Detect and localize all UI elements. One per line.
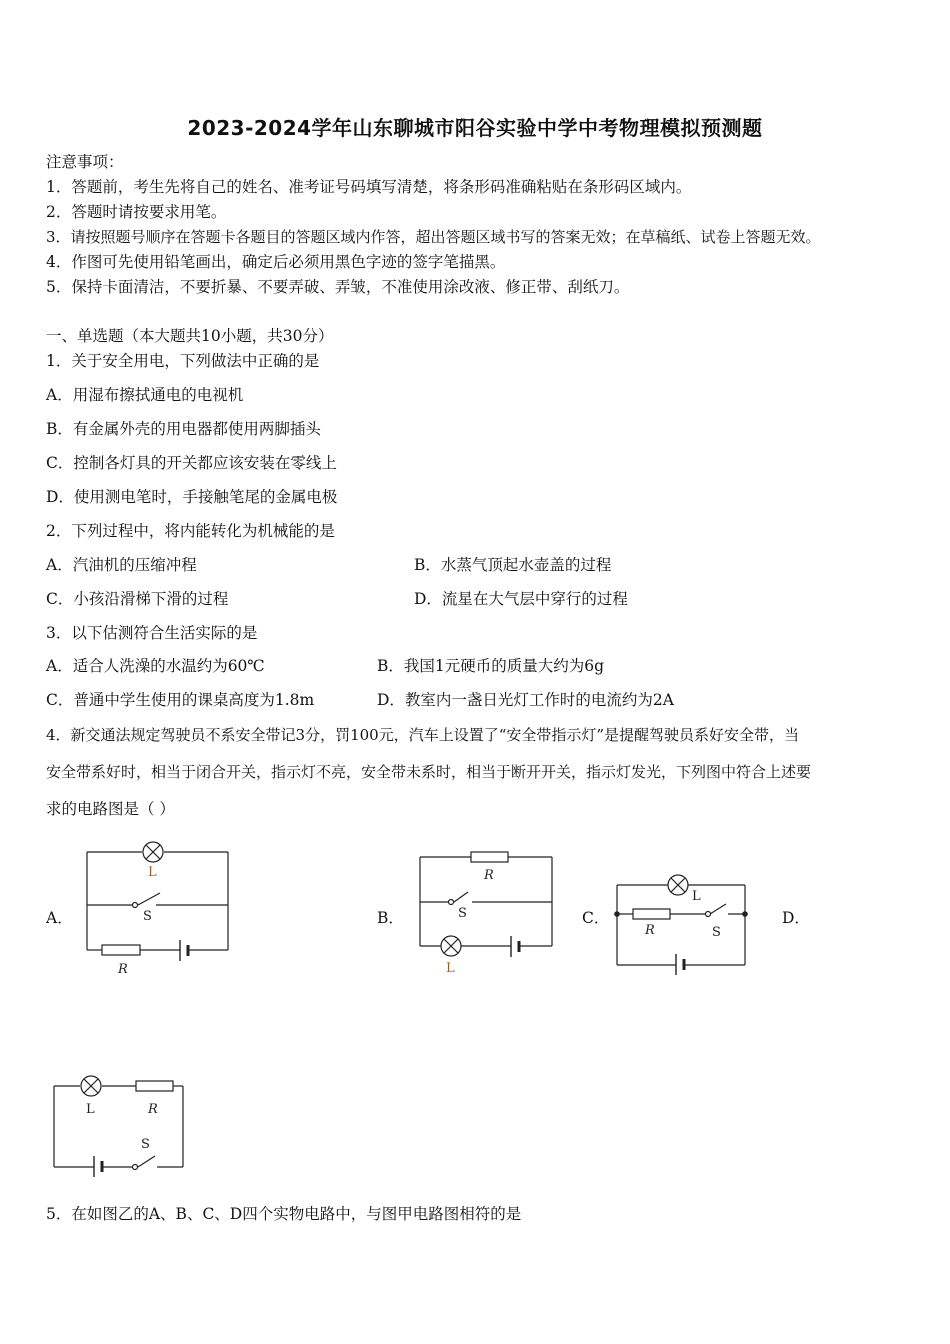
option-c: C．小孩沿滑梯下滑的过程	[46, 590, 229, 608]
label-S: S	[458, 906, 467, 921]
label-L: L	[692, 889, 701, 904]
label-R: R	[118, 962, 128, 977]
section-heading: 一、单选题（本大题共10小题，共30分）	[46, 327, 334, 345]
option-d: D．使用测电笔时，手接触笔尾的金属电极	[46, 488, 338, 506]
notice-item: 1．答题前，考生先将自己的姓名、准考证号码填写清楚，将条形码准确粘贴在条形码区域内。	[46, 178, 692, 196]
option-a: A．适合人洗澡的水温约为60℃	[46, 657, 265, 675]
label-R: R	[484, 868, 494, 883]
label-S: S	[712, 925, 721, 940]
switch-icon	[133, 1165, 138, 1170]
option-a: A．用湿布擦拭通电的电视机	[46, 386, 244, 404]
question-stem: 3．以下估测符合生活实际的是	[46, 624, 258, 642]
question-stem: 4．新交通法规定驾驶员不系安全带记3分，罚100元，汽车上设置了“安全带指示灯”是提醒驾驶员系好安全带，当	[46, 726, 800, 744]
option-b: B．我国1元硬币的质量大约为6g	[377, 657, 605, 675]
notice-item: 2．答题时请按要求用笔。	[46, 203, 227, 221]
notice-item: 4．作图可先使用铅笔画出，确定后必须用黑色字迹的签字笔描黑。	[46, 253, 506, 271]
question-stem: 1．关于安全用电，下列做法中正确的是	[46, 352, 320, 370]
option-b: B．水蒸气顶起水壶盖的过程	[414, 556, 612, 574]
label-L: L	[446, 961, 455, 976]
page-title: 2023-2024学年山东聊城市阳谷实验中学中考物理模拟预测题	[187, 116, 763, 140]
option-c: C．控制各灯具的开关都应该安装在零线上	[46, 454, 337, 472]
question-stem: 安全带系好时，相当于闭合开关，指示灯不亮，安全带未系时，相当于断开开关，指示灯发光，下列图中符合上述要	[46, 763, 812, 781]
label-R: R	[148, 1102, 158, 1117]
option-a: A．汽油机的压缩冲程	[46, 556, 197, 574]
question-stem: 5．在如图乙的A、B、C、D四个实物电路中，与图甲电路图相符的是	[46, 1205, 522, 1223]
option-b-label: B．	[377, 909, 404, 927]
battery-icon	[94, 1156, 102, 1177]
option-d: D．流星在大气层中穿行的过程	[414, 590, 628, 608]
option-c-label: C．	[582, 909, 610, 927]
notice-item: 3．请按照题号顺序在答题卡各题目的答题区域内作答，超出答题区域书写的答案无效；在草稿纸、试卷上答题无效。	[46, 228, 821, 246]
label-R: R	[645, 923, 655, 938]
question-stem: 求的电路图是（ ）	[46, 800, 175, 818]
option-d: D．教室内一盏日光灯工作时的电流约为2A	[377, 691, 674, 709]
option-a-label: A．	[46, 909, 73, 927]
resistor-icon	[136, 1081, 173, 1091]
question-stem: 2．下列过程中，将内能转化为机械能的是	[46, 522, 335, 540]
notice-item: 5．保持卡面清洁，不要折暴、不要弄破、弄皱，不准使用涂改液、修正带、刮纸刀。	[46, 278, 630, 296]
lamp-icon	[81, 1076, 101, 1096]
option-b: B．有金属外壳的用电器都使用两脚插头	[46, 420, 321, 438]
notice-heading: 注意事项：	[46, 153, 124, 171]
label-S: S	[143, 909, 152, 924]
label-S: S	[141, 1137, 150, 1152]
option-c: C．普通中学生使用的课桌高度为1.8m	[46, 691, 315, 709]
option-d-label: D．	[782, 909, 810, 927]
label-L: L	[86, 1102, 95, 1117]
label-L: L	[148, 865, 157, 880]
